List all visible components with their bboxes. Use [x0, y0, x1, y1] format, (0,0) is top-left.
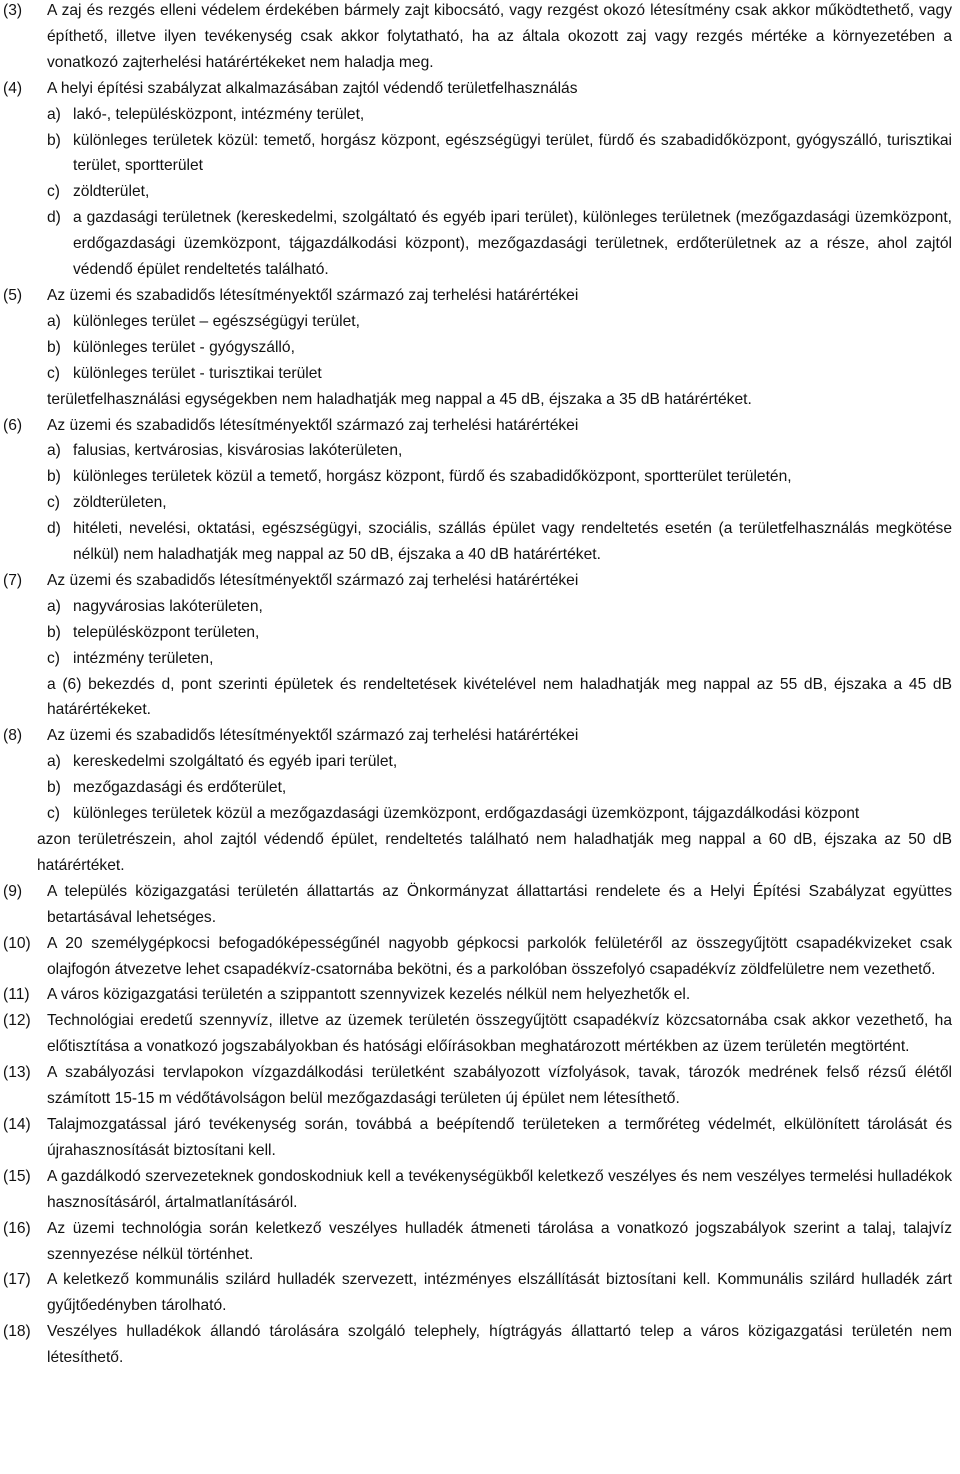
- item-text: különleges terület - gyógyszálló,: [73, 338, 295, 356]
- paragraph-number: (9): [3, 882, 23, 900]
- item-letter: c): [47, 805, 60, 823]
- paragraph-text: Talajmozgatással járó tevékenység során, továbbá a beépítendő területeken a termőréteg védelmét, elkülönített tárolását és újrahasznosítását biztosítani kell.: [47, 1115, 952, 1159]
- item-text: intézmény területen,: [73, 649, 214, 667]
- list-item: [0, 646, 960, 672]
- list-item: [0, 801, 960, 827]
- list-item: [0, 361, 960, 387]
- paragraph-number: (13): [3, 1064, 31, 1082]
- paragraph-number: (11): [3, 986, 30, 1004]
- list-item: [0, 205, 960, 283]
- paragraph-text: A település közigazgatási területén állattartás az Önkormányzat állattartási rendelete és a Helyi Építési Szabályzat együttes betartásával lehetséges.: [47, 882, 952, 926]
- item-text: különleges területek közül: temető, horgász központ, egészségügyi terület, fürdő és szabadidőközpont, gyógyszálló, turisztikai terület, sportterület: [73, 131, 952, 175]
- item-text: különleges terület - turisztikai terület: [73, 364, 322, 382]
- paragraph-8: [0, 723, 960, 749]
- paragraph-11: [0, 982, 960, 1008]
- paragraph-16: [0, 1216, 960, 1268]
- paragraph-10: [0, 931, 960, 983]
- item-text: különleges terület – egészségügyi terület,: [73, 312, 360, 330]
- paragraph-14: [0, 1112, 960, 1164]
- item-letter: b): [47, 131, 61, 149]
- paragraph-tail: területfelhasználási egységekben nem haladhatják meg nappal a 45 dB, éjszaka a 35 dB határértéket.: [47, 390, 752, 408]
- paragraph-15: [0, 1164, 960, 1216]
- paragraph-text: Technológiai eredetű szennyvíz, illetve az üzemek területén összegyűjtött csapadékvíz közcsatornába csak akkor vezethető, ha előtisztítása a vonatkozó jogszabályokban és hatósági előírásokban meghatározott mértékben az üzem területén megtörtént.: [47, 1012, 952, 1056]
- list-item: [0, 594, 960, 620]
- paragraph-text: Az üzemi technológia során keletkező veszélyes hulladék átmeneti tárolása a vonatkozó jogszabályok szerint a talaj, talajvíz szennyezése nélkül történhet.: [47, 1219, 952, 1263]
- item-letter: b): [47, 468, 61, 486]
- item-text: falusias, kertvárosias, kisvárosias lakóterületen,: [73, 442, 403, 460]
- paragraph-text: Az üzemi és szabadidős létesítményektől származó zaj terhelési határértékei: [47, 416, 579, 434]
- list-item: [0, 438, 960, 464]
- item-letter: a): [47, 312, 61, 330]
- item-letter: a): [47, 105, 61, 123]
- item-letter: c): [47, 649, 60, 667]
- paragraph-17: [0, 1267, 960, 1319]
- paragraph-text: A szabályozási tervlapokon vízgazdálkodási területként szabályozott vízfolyások, tavak, tározók medrének felső rézsű élétől számított 15-15 m védőtávolságon belül mezőgazdasági területen új épület nem létesíthető.: [47, 1064, 952, 1108]
- paragraph-number: (17): [3, 1271, 31, 1289]
- item-text: hitéleti, nevelési, oktatási, egészségügyi, szociális, szállás épület vagy rendeltetés esetén (a területfelhasználás megkötése nélkül) nem haladhatják meg nappal az 50 dB, éjszaka a 40 dB határértéket.: [73, 520, 952, 564]
- paragraph-tail: azon területrészein, ahol zajtól védendő épület, rendeltetés található nem haladhatják meg nappal a 60 dB, éjszaka az 50 dB határértéket.: [37, 831, 952, 874]
- paragraph-number: (18): [3, 1323, 31, 1341]
- paragraph-number: (3): [3, 2, 23, 19]
- paragraph-tail: a (6) bekezdés d, pont szerinti épületek és rendeltetések kivételével nem haladhatják meg nappal az 55 dB, éjszaka a 45 dB határértékeket.: [47, 675, 952, 719]
- paragraph-number: (8): [3, 727, 23, 745]
- paragraph-text: Az üzemi és szabadidős létesítményektől származó zaj terhelési határértékei: [47, 286, 579, 304]
- item-letter: c): [47, 183, 60, 201]
- paragraph-number: (4): [3, 79, 23, 97]
- paragraph-7: [0, 568, 960, 594]
- paragraph-text: A keletkező kommunális szilárd hulladék szervezett, intézményes elszállítását biztosítani kell. Kommunális szilárd hulladék zárt gyűjtőedényben tárolható.: [47, 1271, 952, 1315]
- item-letter: c): [47, 494, 60, 512]
- paragraph-number: (10): [3, 934, 31, 952]
- item-text: lakó-, településközpont, intézmény terület,: [73, 105, 365, 123]
- item-text: zöldterület,: [73, 183, 150, 201]
- paragraph-number: (7): [3, 571, 23, 589]
- item-letter: a): [47, 753, 61, 771]
- list-item: [0, 620, 960, 646]
- item-letter: b): [47, 779, 61, 797]
- list-item: [0, 775, 960, 801]
- list-item: [0, 490, 960, 516]
- list-item: [0, 749, 960, 775]
- paragraph-number: (6): [3, 416, 23, 434]
- paragraph-number: (16): [3, 1219, 31, 1237]
- paragraph-6: [0, 413, 960, 439]
- item-text: különleges területek közül a mezőgazdasági üzemközpont, erdőgazdasági üzemközpont, tájgazdálkodási központ: [73, 805, 860, 823]
- list-item: [0, 335, 960, 361]
- list-item: [0, 309, 960, 335]
- list-item: [0, 128, 960, 180]
- item-letter: b): [47, 623, 61, 641]
- paragraph-text: A zaj és rezgés elleni védelem érdekében bármely zajt kibocsátó, vagy rezgést okozó létesítmény csak akkor működtethető, vagy építhető, illetve ilyen tevékenység csak akkor folytatható, ha az általa okozott zaj vagy rezgés mértéke a környezetében a vonatkozó zajterhelési határértékeket nem haladja meg.: [47, 2, 952, 71]
- list-item: [0, 102, 960, 128]
- item-text: településközpont területen,: [73, 623, 260, 641]
- item-letter: a): [47, 442, 61, 460]
- paragraph-text: A helyi építési szabályzat alkalmazásában zajtól védendő területfelhasználás: [47, 79, 578, 97]
- item-text: a gazdasági területnek (kereskedelmi, szolgáltató és egyéb ipari terület), különleges területnek (mezőgazdasági üzemközpont, erdőgazdasági üzemközpont, tájgazdálkodási központ), mezőgazdasági területnek, erdőterületnek az a része, ahol zajtól védendő épület rendeltetés található.: [73, 209, 952, 279]
- item-text: nagyvárosias lakóterületen,: [73, 597, 263, 615]
- paragraph-number: (14): [3, 1115, 31, 1133]
- item-text: zöldterületen,: [73, 494, 167, 512]
- list-item: [0, 179, 960, 205]
- paragraph-number: (12): [3, 1012, 31, 1030]
- paragraph-3: [0, 0, 960, 76]
- item-letter: d): [47, 209, 61, 227]
- item-text: mezőgazdasági és erdőterület,: [73, 779, 287, 797]
- paragraph-number: (5): [3, 286, 23, 304]
- paragraph-text: Az üzemi és szabadidős létesítményektől származó zaj terhelési határértékei: [47, 571, 579, 589]
- paragraph-18: [0, 1319, 960, 1371]
- paragraph-13: [0, 1060, 960, 1112]
- item-text: kereskedelmi szolgáltató és egyéb ipari terület,: [73, 753, 398, 771]
- item-text: különleges területek közül a temető, horgász központ, fürdő és szabadidőközpont, sportterület területén,: [73, 468, 792, 486]
- item-letter: c): [47, 364, 60, 382]
- paragraph-text: A 20 személygépkocsi befogadóképességűnél nagyobb gépkocsi parkolók felületéről az összegyűjtött csapadékvizeket csak olajfogón átvezetve lehet csapadékvíz-csatornába bekötni, és a parkolóban összefolyó csapadékvíz zöldfelületre nem vezethető.: [47, 934, 952, 978]
- paragraph-text: A város közigazgatási területén a szippantott szennyvizek kezelés nélkül nem helyezhetők el.: [47, 986, 691, 1004]
- list-item: [0, 516, 960, 568]
- paragraph-4: [0, 76, 960, 102]
- paragraph-text: A gazdálkodó szervezeteknek gondoskodniuk kell a tevékenységükből keletkező veszélyes és nem veszélyes termelési hulladékok hasznosításáról, ártalmatlanításáról.: [47, 1167, 952, 1211]
- list-item: [0, 464, 960, 490]
- paragraph-text: Az üzemi és szabadidős létesítményektől származó zaj terhelési határértékei: [47, 727, 579, 745]
- item-letter: d): [47, 520, 61, 538]
- paragraph-9: [0, 879, 960, 931]
- paragraph-12: [0, 1008, 960, 1060]
- paragraph-5: [0, 283, 960, 309]
- paragraph-number: (15): [3, 1167, 31, 1185]
- item-letter: a): [47, 597, 61, 615]
- paragraph-text: Veszélyes hulladékok állandó tárolására szolgáló telephely, hígtrágyás állattartó telep a város közigazgatási területén nem létesíthető.: [47, 1323, 952, 1367]
- item-letter: b): [47, 338, 61, 356]
